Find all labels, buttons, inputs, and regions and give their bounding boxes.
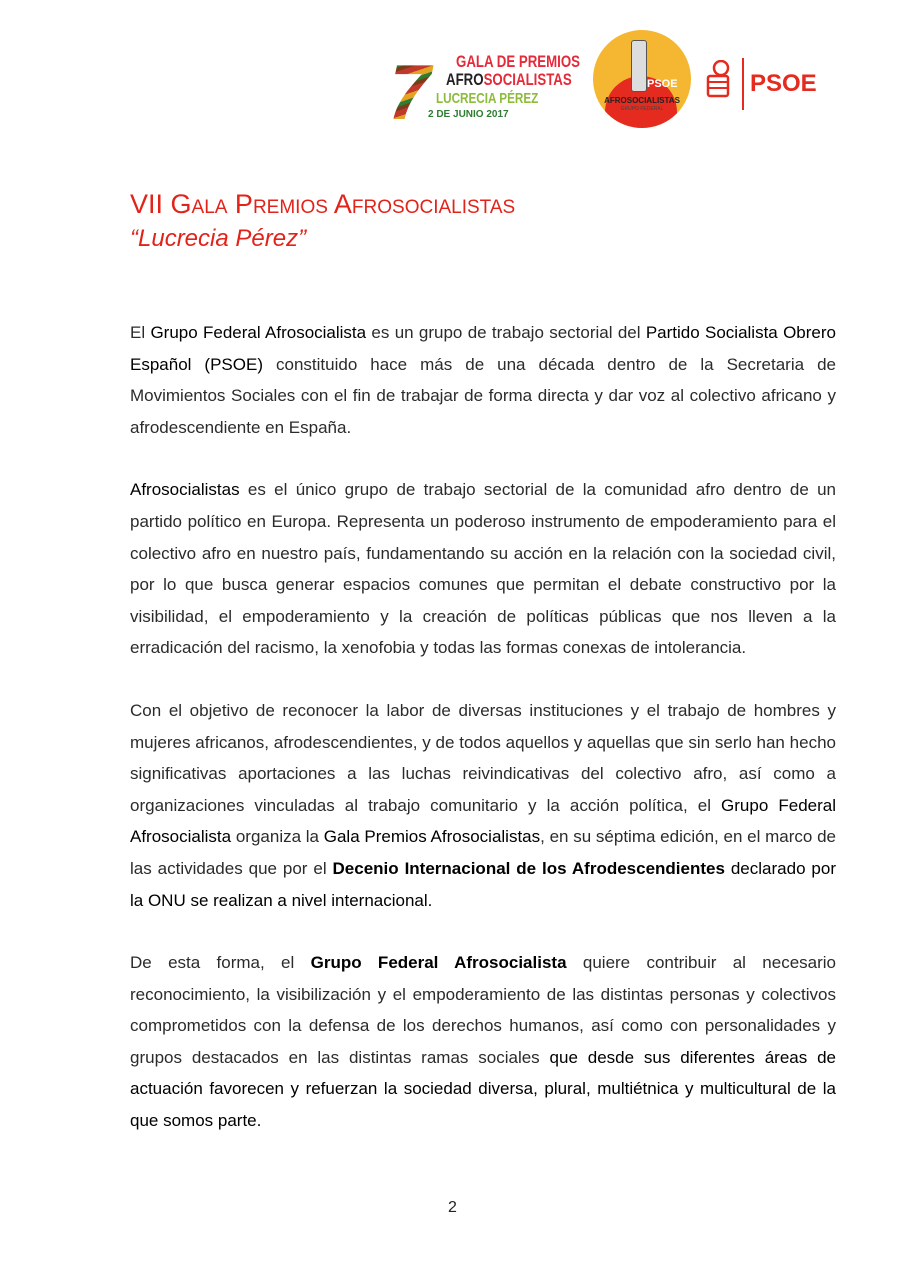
psoe-logo <box>706 54 816 114</box>
text-segment: Con el objetivo de reconocer la labor de diversas instituciones y el trabajo de hombres y mujeres africanos, afrodescendientes, y de todos aquellos y aquellas que sin serlo han hecho significativas aportaciones a las luchas reivindicativas del colectivo afro, así como a organizaciones vinculadas al trabajo comunitario y la acción política, el <box>130 700 836 815</box>
gala-logo-line3: LUCRECIA PÉREZ <box>436 90 539 107</box>
gala-premios-logo <box>378 48 583 136</box>
text-segment: Gala Premios Afrosocialistas <box>323 827 541 847</box>
text-segment: constituido hace más de una década dentro de la Secretaria de Movimientos Sociales con el fin de trabajar de forma directa y dar voz al colectivo africano y afrodescendiente en España. <box>130 354 836 437</box>
text-segment: Partido Socialista Obrero Español (PSOE) <box>130 323 836 374</box>
text-segment: declarado por la ONU se realizan a nivel internacional. <box>130 858 837 910</box>
paragraph <box>130 474 836 664</box>
document-title: VII Gala Premios Afrosocialistas <box>130 189 516 219</box>
page-number: 2 <box>448 1199 457 1216</box>
text-segment: De esta forma, el <box>130 953 311 973</box>
text-segment: El <box>130 323 151 342</box>
afro-logo-name: AFROSOCIALISTAS <box>604 96 680 105</box>
gala-logo-afro: AFRO <box>446 70 484 89</box>
text-segment: es el único grupo de trabajo sectorial de la comunidad afro dentro de un partido político en Europa. Representa un poderoso instrumento de empoderamiento para el colectivo afro en nuestro país, fundamentando su acción en la relación con la sociedad civil, por lo que busca generar espacios comunes que permitan el debate constructivo por la visibilidad, el empoderamiento y la creación de políticas públicas que nos lleven a la erradicación del racismo, la xenofobia y todas las formas conexas de intolerancia. <box>130 480 836 658</box>
text-segment: Grupo Federal Afrosocialista <box>130 795 836 847</box>
gala-logo-line1: GALA DE PREMIOS <box>456 52 581 71</box>
text-segment: quiere contribuir al necesario reconocimiento, la visibilización y el empoderamiento de las distintas personas y colectivos comprometidos con la defensa de los derechos humanos, así como con personalidades y grupos destacados en las distintas ramas sociales <box>130 953 836 1067</box>
paragraph <box>130 695 836 916</box>
afro-logo-psoe: PSOE <box>647 78 678 90</box>
gala-logo-socialistas: SOCIALISTAS <box>483 70 572 89</box>
text-segment: Afrosocialistas <box>130 480 240 500</box>
gala-logo-date: 2 DE JUNIO 2017 <box>428 109 509 120</box>
text-segment: que desde sus diferentes áreas de actuación favorecen y refuerzan la sociedad diversa, plural, multiétnica y multicultural de la que somos parte. <box>130 1047 836 1131</box>
document-subtitle: “Lucrecia Pérez” <box>130 225 307 252</box>
baobab-tree-icon <box>631 40 647 92</box>
text-segment: es un grupo de trabajo sectorial del <box>366 323 646 342</box>
gala-logo-line2 <box>446 70 572 90</box>
text-segment: , en su séptima edición, en el marco de las actividades que por el <box>130 827 836 878</box>
document-body <box>130 317 836 1168</box>
afrosocialistas-logo <box>593 30 691 128</box>
afro-logo-sub: GRUPO FEDERAL <box>620 106 664 112</box>
paragraph <box>130 947 836 1137</box>
paragraph <box>130 317 836 443</box>
text-segment: Grupo Federal Afrosocialista <box>150 323 367 342</box>
text-segment: organiza la <box>231 827 324 847</box>
text-segment: Decenio Internacional de los Afrodescendientes <box>332 858 725 878</box>
fist-rose-icon <box>706 60 732 98</box>
header-logos <box>378 40 818 136</box>
psoe-wordmark: PSOE <box>750 70 817 97</box>
psoe-divider <box>742 58 744 110</box>
text-segment: Grupo Federal Afrosocialista <box>310 953 567 973</box>
seven-numeral: 7 <box>378 48 441 136</box>
